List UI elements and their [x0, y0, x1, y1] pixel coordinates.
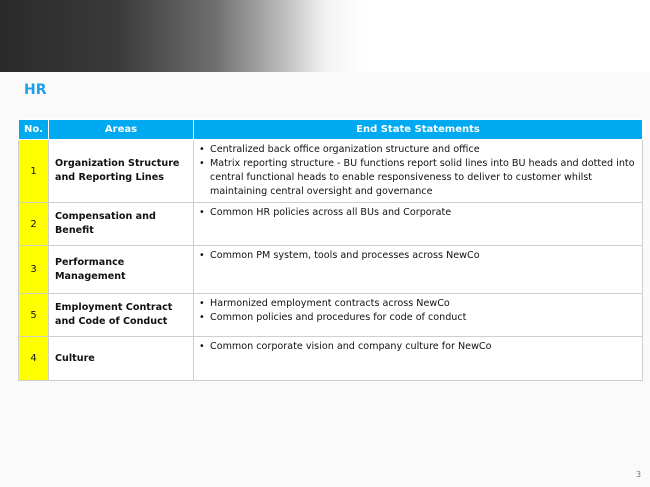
row-statements — [194, 294, 643, 337]
statement-item: • Common corporate vision and company culture for NewCo — [198, 340, 636, 354]
statement-item: • Matrix reporting structure - BU functions report solid lines into BU heads and dotted into central functional heads to enable responsiveness to deliver to customer whilst maintaining central oversight and governance — [198, 157, 636, 199]
statement-item: • Centralized back office organization structure and office — [198, 143, 636, 157]
table-row — [19, 140, 643, 203]
table-row — [19, 337, 643, 381]
row-area: Organization Structure and Reporting Lines — [49, 140, 194, 203]
table-header-row — [19, 120, 643, 140]
row-statements — [194, 246, 643, 294]
statement-item: • Common HR policies across all BUs and Corporate — [198, 206, 636, 220]
table-row — [19, 294, 643, 337]
header-banner — [0, 0, 650, 72]
row-statements — [194, 140, 643, 203]
row-number: 1 — [19, 140, 49, 203]
table-row — [19, 246, 643, 294]
row-number: 4 — [19, 337, 49, 381]
row-area: Performance Management — [49, 246, 194, 294]
slide-title: HR — [24, 82, 47, 98]
hr-end-state-table — [18, 119, 643, 381]
statement-item: • Common policies and procedures for code of conduct — [198, 311, 636, 325]
row-area: Employment Contract and Code of Conduct — [49, 294, 194, 337]
row-number: 2 — [19, 203, 49, 246]
row-statements — [194, 337, 643, 381]
header-areas: Areas — [49, 120, 194, 140]
row-area: Compensation and Benefit — [49, 203, 194, 246]
row-statements — [194, 203, 643, 246]
row-number: 5 — [19, 294, 49, 337]
row-number: 3 — [19, 246, 49, 294]
header-statements: End State Statements — [194, 120, 643, 140]
page-number: 3 — [636, 470, 642, 479]
header-no: No. — [19, 120, 49, 140]
statement-item: • Common PM system, tools and processes across NewCo — [198, 249, 636, 263]
row-area: Culture — [49, 337, 194, 381]
statement-item: • Harmonized employment contracts across NewCo — [198, 297, 636, 311]
table-row — [19, 203, 643, 246]
